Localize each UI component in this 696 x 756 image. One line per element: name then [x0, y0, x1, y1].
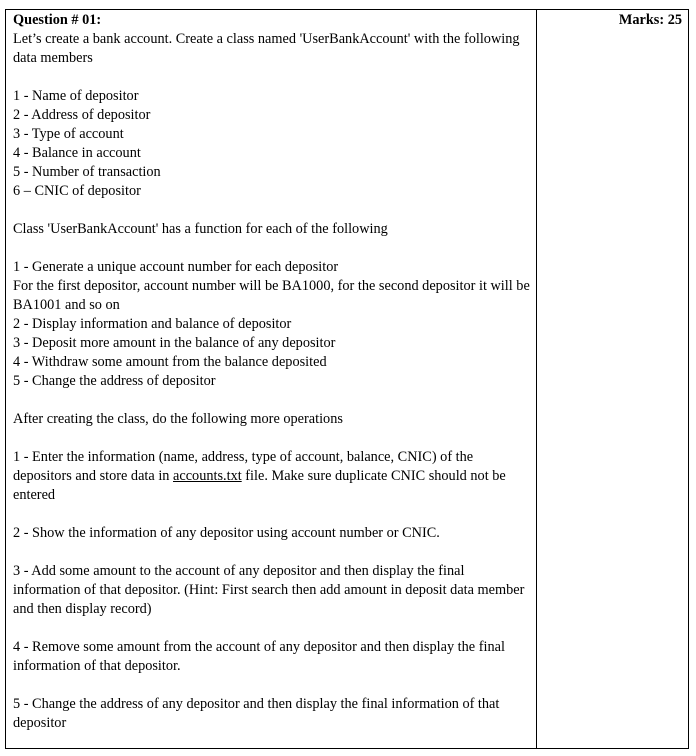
function-item: 3 - Deposit more amount in the balance of any depositor: [13, 335, 336, 351]
data-member-item: 1 - Name of depositor: [13, 88, 139, 104]
data-member-item: 2 - Address of depositor: [13, 107, 151, 123]
column-divider: [536, 10, 537, 748]
operation-5: 5 - Change the address of any depositor and then display the final information of that depositor: [13, 696, 500, 731]
operation-1-text: 1 - Enter the information (name, address, type of account, balance, CNIC) of the depositors and store data in: [13, 449, 474, 484]
intro-text: Let’s create a bank account. Create a class named 'UserBankAccount' with the following data members: [13, 31, 520, 66]
data-member-item: 4 - Balance in account: [13, 145, 141, 161]
accounts-file-name: accounts.txt: [173, 468, 242, 484]
operations-intro: After creating the class, do the following more operations: [13, 411, 343, 427]
data-member-item: 3 - Type of account: [13, 126, 124, 142]
operation-3: 3 - Add some amount to the account of any depositor and then display the final information of that depositor. (Hint: First search then add amount in deposit data member and then display record): [13, 563, 525, 617]
functions-intro: Class 'UserBankAccount' has a function for each of the following: [13, 221, 388, 237]
data-member-item: 5 - Number of transaction: [13, 164, 161, 180]
operation-1: [13, 448, 533, 505]
question-cell: [13, 11, 533, 733]
function-note: For the first depositor, account number will be BA1000, for the second depositor it will be BA1001 and so on: [13, 278, 530, 313]
function-item: 2 - Display information and balance of depositor: [13, 316, 292, 332]
operation-4: 4 - Remove some amount from the account of any depositor and then display the final information of that depositor.: [13, 639, 505, 674]
marks-label: Marks: 25: [618, 12, 682, 28]
function-item: 5 - Change the address of depositor: [13, 373, 216, 389]
operation-1-text-end: file. Make sure duplicate CNIC should not be entered: [13, 468, 506, 503]
question-title: Question # 01:: [13, 12, 102, 28]
function-item: 4 - Withdraw some amount from the balance deposited: [13, 354, 327, 370]
operation-2: 2 - Show the information of any depositor using account number or CNIC.: [13, 525, 440, 541]
data-member-item: 6 – CNIC of depositor: [13, 183, 141, 199]
function-item: 1 - Generate a unique account number for each depositor: [13, 259, 339, 275]
question-table: [5, 9, 689, 749]
